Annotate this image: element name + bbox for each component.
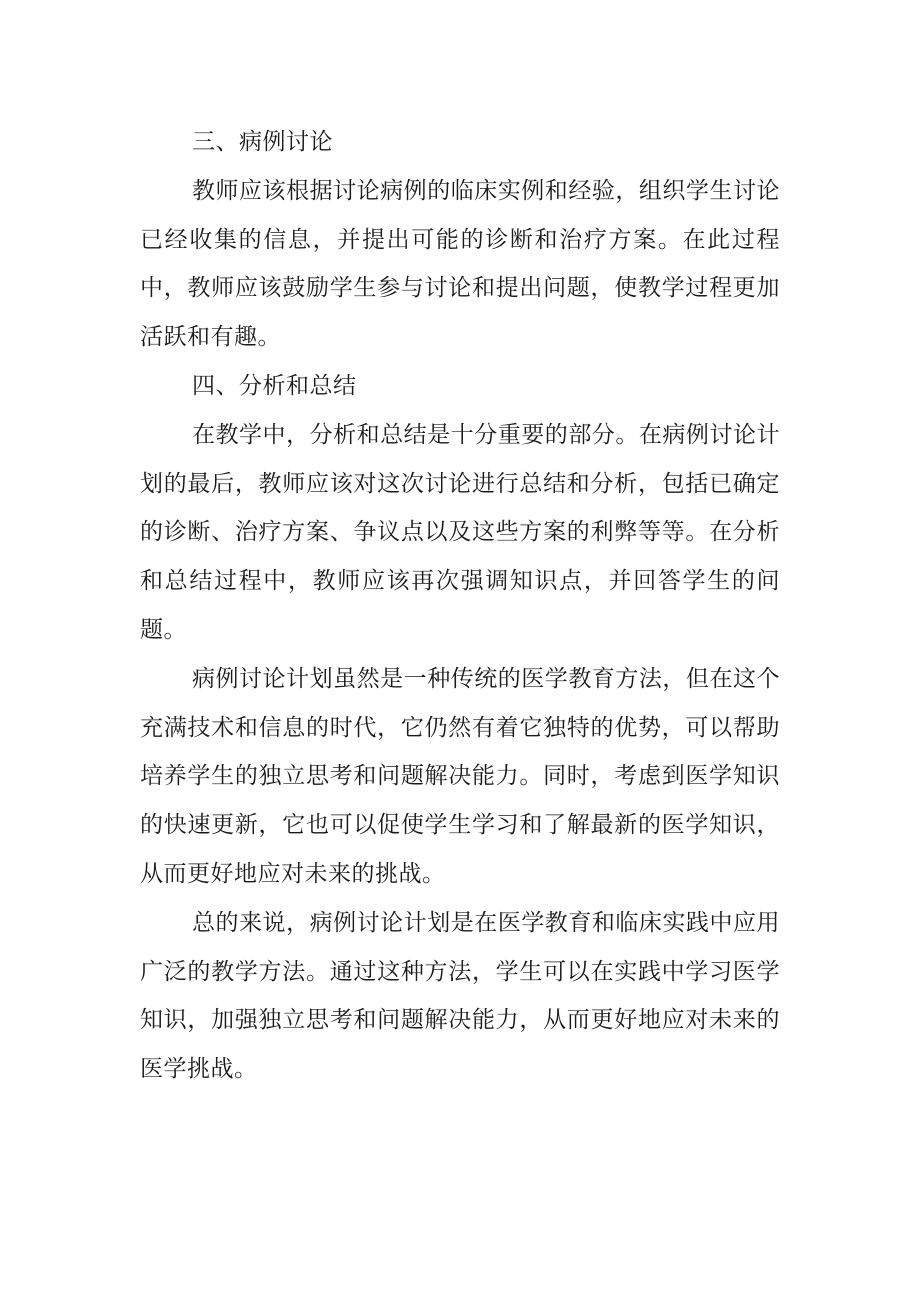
paragraph-analysis-summary: 在教学中，分析和总结是十分重要的部分。在病例讨论计划的最后，教师应该对这次讨论进行总结和分析，包括已确定的诊断、治疗方案、争议点以及这些方案的利弊等等。在分析和总结过程中，教师应该再次强调知识点，并回答学生的问题。 <box>140 421 780 643</box>
section-heading-case-discussion: 三、病例讨论 <box>192 129 333 155</box>
document-body <box>140 118 780 1094</box>
paragraph-advantages: 病例讨论计划虽然是一种传统的医学教育方法，但在这个充满技术和信息的时代，它仍然有着它独特的优势，可以帮助培养学生的独立思考和问题解决能力。同时，考虑到医学知识的快速更新，它也可以促使学生学习和了解最新的医学知识，从而更好地应对未来的挑战。 <box>140 665 780 887</box>
paragraph-conclusion: 总的来说，病例讨论计划是在医学教育和临床实践中应用广泛的教学方法。通过这种方法，学生可以在实践中学习医学知识，加强独立思考和问题解决能力，从而更好地应对未来的医学挑战。 <box>140 909 780 1083</box>
section-heading-analysis-summary: 四、分析和总结 <box>192 372 357 399</box>
paragraph-case-discussion: 教师应该根据讨论病例的临床实例和经验，组织学生讨论已经收集的信息，并提出可能的诊断和治疗方案。在此过程中，教师应该鼓励学生参与讨论和提出问题，使教学过程更加活跃和有趣。 <box>140 177 780 351</box>
